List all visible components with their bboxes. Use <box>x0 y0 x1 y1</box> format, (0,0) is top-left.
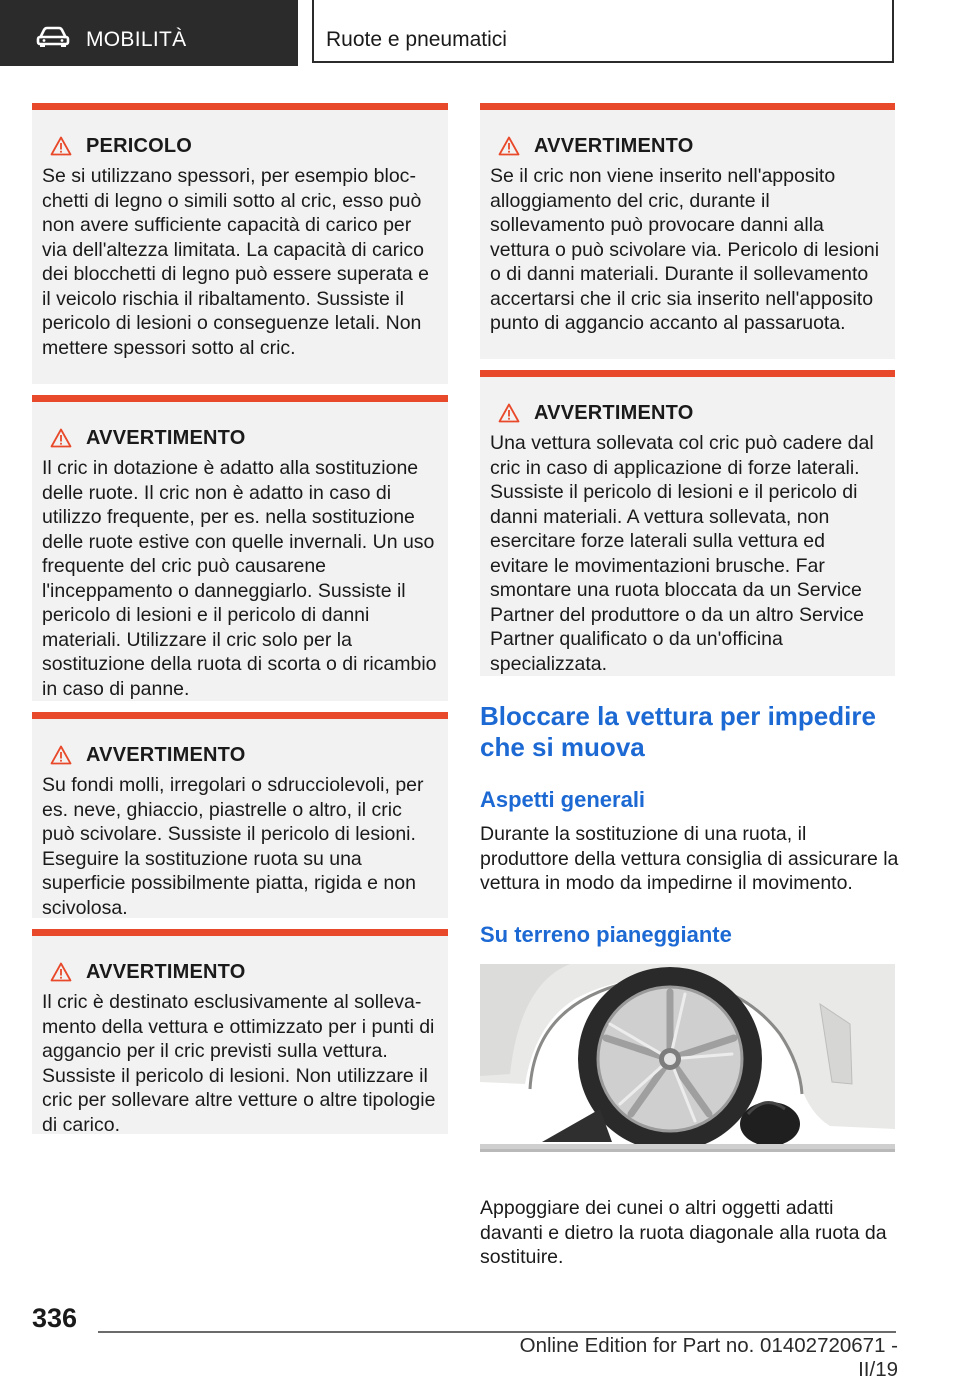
box-title: AVVERTIMENTO <box>86 426 246 449</box>
section-heading: Bloccare la vettura per impedire che si muova <box>480 701 876 762</box>
page-number: 336 <box>32 1303 78 1333</box>
box-text: Se si utilizzano spessori, per esempio blocchetti di legno o simili sotto al cric, esso può non avere sufficiente capacità di carico per via dell'altezza limitata. La capacità di carico dei blocchetti di legno può essere superata e il veicolo rischia il ribaltamento. Sussiste il pericolo di lesioni o conseguenze letali. Non mettere spessori sotto al cric. <box>42 165 430 359</box>
section-title: MOBILITÀ <box>86 28 187 51</box>
box-text: Su fondi molli, irregolari o sdrucciolevoli, per es. neve, ghiaccio, piastrelle o altro, il cric può scivolare. Sussiste il pericolo di lesioni. Eseguire la sostituzione ruota su una superficie possibilmente piatta, rigida e non scivolosa. <box>42 774 424 919</box>
warning-box <box>480 370 895 676</box>
edition-text: Online Edition for Part no. 01402720671 - II/19 <box>519 1334 898 1381</box>
footer-divider <box>98 1331 896 1333</box>
chapter-title: Ruote e pneumatici <box>326 28 507 51</box>
warning-triangle-icon <box>50 962 72 982</box>
warning-triangle-icon <box>50 428 72 448</box>
warning-box <box>32 929 448 1134</box>
warning-triangle-icon <box>50 136 72 156</box>
warning-triangle-icon <box>498 403 520 423</box>
danger-box <box>32 103 448 384</box>
subheading-flat-ground: Su terreno pianeggiante <box>480 922 732 947</box>
box-text: Se il cric non viene inserito nell'apposito alloggiamento del cric, durante il sollevamento può provocare danni alla vettura o può scivolare via. Pericolo di lesioni o di danni materiali. Durante il sollevamento accertarsi che il cric sia inserito nell'apposito punto di aggancio accanto al passaruota. <box>490 165 880 334</box>
box-title: AVVERTIMENTO <box>534 401 694 424</box>
subheading-general: Aspetti generali <box>480 787 646 812</box>
box-title: AVVERTIMENTO <box>86 960 246 983</box>
box-text: Il cric è destinato esclusivamente al sollevamento della vettura e ottimizzato per i punti di aggancio per il cric previsti sulla vettura. Sussiste il pericolo di lesioni. Non utilizzare il cric per sollevare altre vetture o altre tipologie di carico. <box>42 991 436 1136</box>
warning-triangle-icon <box>50 745 72 765</box>
general-text: Durante la sostituzione di una ruota, il produttore della vettura consiglia di assicurare la vettura in modo da impedirne il movimento. <box>480 823 899 894</box>
section-header <box>0 0 298 66</box>
box-text: Il cric in dotazione è adatto alla sostituzione delle ruote. Il cric non è adatto in caso di utilizzo frequente, per es. nella sostituzione delle ruote estive con quelle invernali. Un uso frequente del cric può causarene l'inceppamento o danneggiarlo. Sussiste il pericolo di lesioni e il pericolo di danni materiali. Utilizzare il cric solo per la sostituzione della ruota di scorta o di ricambio in caso di panne. <box>42 457 437 700</box>
car-icon <box>36 26 70 48</box>
chapter-tab <box>312 0 894 63</box>
box-title: PERICOLO <box>86 134 193 157</box>
box-text: Una vettura sollevata col cric può cadere dal cric in caso di applicazione di forze laterali. Sussiste il pericolo di lesioni e il pericolo di danni materiali. A vettura sollevata, non esercitare forze laterali sulla vettura ed evitare le movimentazioni brusche. Far smontare una ruota bloccata da un Service Partner del produttore o da un altro Service Partner qualificato o da un'officina specializzata. <box>490 432 874 675</box>
warning-box <box>32 395 448 701</box>
warning-box <box>32 712 448 918</box>
wheel-chock-illustration <box>480 964 895 1152</box>
warning-triangle-icon <box>498 136 520 156</box>
illustration-caption: Appoggiare dei cunei o altri oggetti adatti davanti e dietro la ruota diagonale alla ruota da sostituire. <box>480 1197 887 1268</box>
car-wheel-illustration <box>480 964 895 1149</box>
warning-box <box>480 103 895 359</box>
box-title: AVVERTIMENTO <box>534 134 694 157</box>
box-title: AVVERTIMENTO <box>86 743 246 766</box>
